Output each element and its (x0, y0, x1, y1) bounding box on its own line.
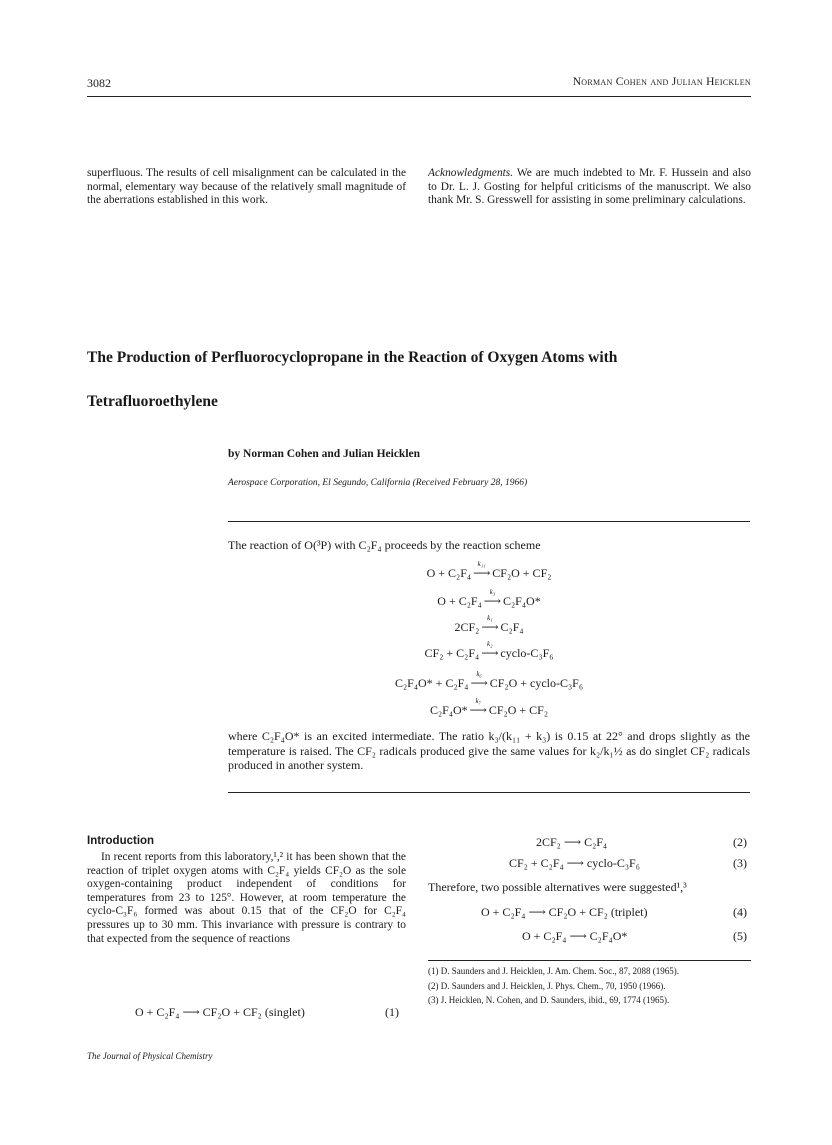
equation-2-number: (2) (733, 835, 747, 849)
equation-3: CF₂ + C₂F₄ ⟶ cyclo-C₃F₆ (509, 856, 640, 870)
page-number: 3082 (87, 76, 111, 90)
rate-constant: k₇ (475, 697, 482, 705)
rate-constant: k₁₁ (477, 560, 486, 568)
running-header-authors: Norman Cohen and Julian Heicklen (572, 76, 751, 88)
header-rule (87, 96, 751, 97)
products: C₂F₄O* (502, 594, 541, 608)
journal-footer: The Journal of Physical Chemistry (87, 1051, 213, 1061)
alternatives-sentence: Therefore, two possible alternatives were suggested¹,³ (428, 880, 687, 894)
reaction-arrow: k₇ ⟶ (469, 697, 487, 717)
reaction-arrow: k₆ ⟶ (470, 670, 488, 690)
abstract-rule-top (228, 521, 750, 522)
abstract-rule-bottom (228, 792, 750, 793)
acknowledgments-paragraph (428, 167, 751, 208)
scheme-reaction (228, 697, 750, 718)
affiliation: Aerospace Corporation, El Segundo, California (Received February 28, 1966) (228, 478, 528, 488)
scheme-reaction (228, 588, 750, 609)
equation-3-number: (3) (733, 856, 747, 870)
footnote-1: (1) D. Saunders and J. Heicklen, J. Am. Chem. Soc., 87, 2088 (1965). (428, 966, 679, 976)
rate-constant: k₃ (489, 588, 496, 596)
footnote-2: (2) D. Saunders and J. Heicklen, J. Phys. Chem., 70, 1950 (1966). (428, 980, 666, 991)
reactants: C₂F₄O* + C₂F₄ (394, 676, 469, 690)
footnotes (428, 966, 751, 1010)
reactants: CF₂ + C₂F₄ (424, 646, 480, 660)
scheme-reaction (228, 560, 750, 581)
byline: by Norman Cohen and Julian Heicklen (228, 448, 421, 460)
products: CF₂O + CF₂ (492, 566, 552, 580)
products: CF₂O + CF₂ (488, 703, 549, 717)
section-heading: Introduction (87, 835, 155, 847)
rate-constant: k₆ (476, 670, 482, 678)
equation-1-number: (1) (385, 1005, 399, 1019)
article-title: The Production of Perfluorocyclopropane in the Reaction of Oxygen Atoms with Tetrafluoroethylene (87, 349, 618, 410)
equation-4-number: (4) (733, 905, 747, 919)
acknowledgments-text: We are much indebted to Mr. F. Hussein and also to Dr. L. J. Gosting for helpful criticisms of the manuscript. We also thank Mr. S. Gresswell for assisting in some preliminary calculations. (428, 167, 751, 207)
products: CF₂O + cyclo-C₃F₆ (489, 676, 584, 690)
equation-4: O + C₂F₄ ⟶ CF₂O + CF₂ (triplet) (481, 905, 648, 919)
equation-5-number: (5) (733, 929, 747, 943)
equation-1: O + C₂F₄ ⟶ CF₂O + CF₂ (singlet) (135, 1005, 305, 1019)
rate-constant: k₁ (487, 614, 493, 622)
rate-constant: k₂ (487, 640, 493, 648)
scheme-reaction (228, 670, 750, 691)
acknowledgments (428, 167, 751, 208)
reactants: C₂F₄O* (429, 703, 468, 717)
reaction-arrow: k₁ ⟶ (481, 614, 499, 634)
footnote-rule (428, 960, 751, 961)
acknowledgments-label: Acknowledgments. (428, 167, 514, 179)
reaction-arrow: k₂ ⟶ (481, 640, 499, 660)
previous-article-paragraph: superfluous. The results of cell misalignment can be calculated in the normal, elementary way because of the relatively small magnitude of the aberrations established in this work. (87, 167, 406, 207)
footnote-3: (3) J. Heicklen, N. Cohen, and D. Saunders, ibid., 69, 1774 (1965). (428, 995, 670, 1005)
previous-article-text (87, 167, 406, 208)
equation-5: O + C₂F₄ ⟶ C₂F₄O* (522, 929, 628, 943)
equation-2: 2CF₂ ⟶ C₂F₄ (536, 835, 608, 849)
reaction-arrow: k₃ ⟶ (483, 588, 501, 608)
abstract-intro: The reaction of O(³P) with C₂F₄ proceeds by the reaction scheme (228, 538, 541, 552)
reactants: O + C₂F₄ (437, 594, 482, 608)
reactants: O + C₂F₄ (426, 566, 472, 580)
scheme-reaction (228, 614, 750, 635)
products: cyclo-C₃F₆ (500, 646, 554, 660)
introduction-paragraph: In recent reports from this laboratory,¹,² it has been shown that the reaction of triplet oxygen atoms with C₂F₄ yields CF₂O as the sole oxygen-containing product independent of conditions for temperatures from 23 to 125°. However, at room temperature the cyclo-C₃F₆ formed was about 0.15 that of the CF₂O for C₂F₄ pressures up to 30 mm. This invariance with pressure is contrary to that expected from the sequence of reactions (87, 851, 406, 945)
reactants: 2CF₂ (454, 620, 480, 634)
abstract-conclusion: where C₂F₄O* is an excited intermediate. The ratio k₃/(k₁₁ + k₃) is 0.15 at 22° and drops slightly as the temperature is raised. The CF₂ radicals produced give the same values for k₂/k₁½ as do singlet CF₂ radicals produced in another system. (228, 729, 750, 772)
scheme-reaction (228, 640, 750, 661)
products: C₂F₄ (500, 620, 524, 634)
reaction-arrow: k₁₁ ⟶ (473, 560, 491, 580)
